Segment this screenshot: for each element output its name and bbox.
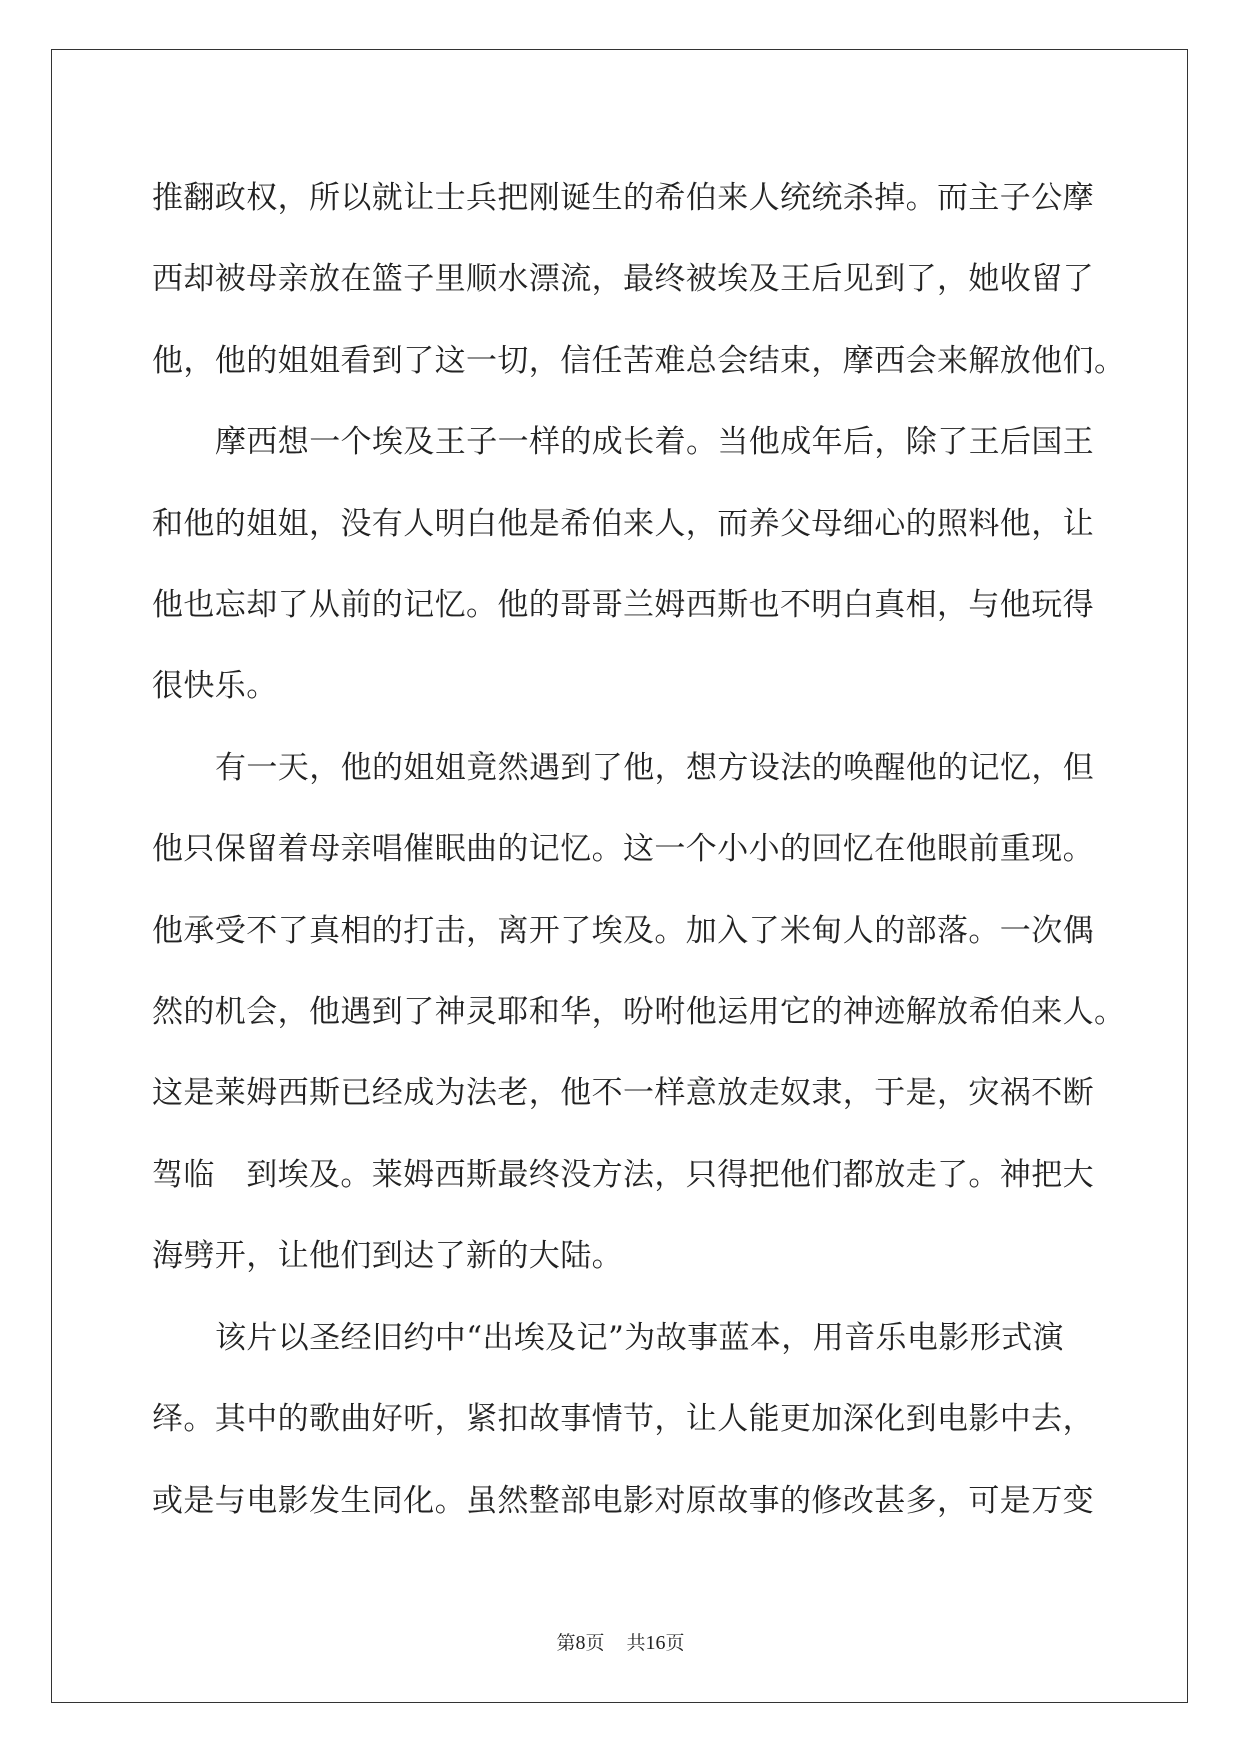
text-line: 摩西想一个埃及王子一样的成长着。当他成年后，除了王后国王	[215, 424, 1095, 461]
text-line: 和他的姐姐，没有人明白他是希伯来人，而养父母细心的照料他，让	[152, 505, 1094, 542]
text-line: 他，他的姐姐看到了这一切，信任苦难总会结束，摩西会来解放他们。	[152, 342, 1126, 379]
page-suffix: 页	[585, 1632, 605, 1654]
total-prefix: 共	[626, 1632, 646, 1654]
text-line: 他也忘却了从前的记忆。他的哥哥兰姆西斯也不明白真相，与他玩得	[152, 587, 1094, 624]
page-prefix: 第	[556, 1632, 576, 1654]
text-line: 他只保留着母亲唱催眠曲的记忆。这一个小小的回忆在他眼前重现。	[152, 831, 1094, 868]
text-line: 海劈开，让他们到达了新的大陆。	[152, 1238, 623, 1275]
total-suffix: 页	[665, 1632, 685, 1654]
text-line: 西却被母亲放在篮子里顺水漂流，最终被埃及王后见到了，她收留了	[152, 261, 1094, 298]
text-line: 绎。其中的歌曲好听，紧扣故事情节，让人能更加深化到电影中去，	[152, 1401, 1094, 1438]
text-line: 这是莱姆西斯已经成为法老，他不一样意放走奴隶，于是，灾祸不断	[152, 1075, 1094, 1112]
page-number: 8	[575, 1632, 586, 1654]
text-line: 然的机会，他遇到了神灵耶和华，吩咐他运用它的神迹解放希伯来人。	[152, 994, 1126, 1031]
text-line: 或是与电影发生同化。虽然整部电影对原故事的修改甚多，可是万变	[152, 1482, 1094, 1519]
total-pages: 16	[645, 1632, 666, 1654]
text-line: 该片以圣经旧约中“出埃及记”为故事蓝本，用音乐电影形式演	[215, 1319, 1064, 1356]
text-line: 他承受不了真相的打击，离开了埃及。加入了米甸人的部落。一次偶	[152, 912, 1094, 949]
page-footer	[0, 1628, 1241, 1655]
document-body	[152, 158, 1126, 1542]
text-line: 有一天，他的姐姐竟然遇到了他，想方设法的唤醒他的记忆，但	[215, 749, 1095, 786]
text-line: 驾临 到埃及。莱姆西斯最终没方法，只得把他们都放走了。神把大	[152, 1156, 1094, 1193]
text-line: 很快乐。	[152, 668, 278, 705]
text-line: 推翻政权，所以就让士兵把刚诞生的希伯来人统统杀掉。而主子公摩	[152, 180, 1094, 216]
